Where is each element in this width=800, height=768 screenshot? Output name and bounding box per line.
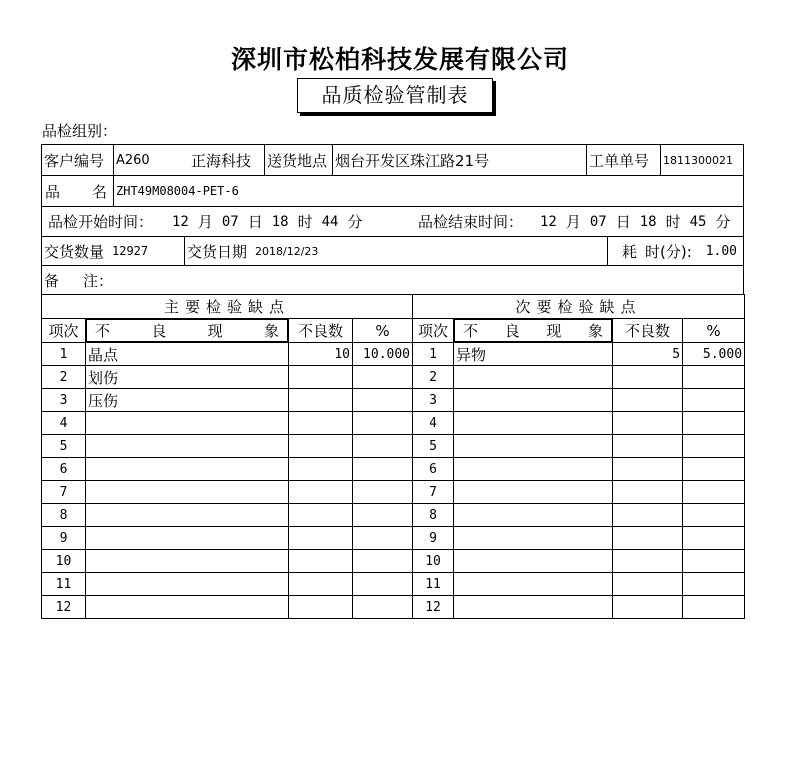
major-defect-percent: 10.000 (353, 343, 413, 366)
minor-defect-percent (683, 504, 745, 527)
major-defect-percent (353, 573, 413, 596)
major-defect-desc (86, 412, 289, 435)
end-time-label: 品检结束时间： (418, 213, 524, 231)
major-item-no: 6 (42, 458, 86, 481)
major-item-no: 10 (42, 550, 86, 573)
minor-defect-desc (454, 573, 613, 596)
minor-item-no: 2 (413, 366, 454, 389)
delivery-qty: 12927 (110, 237, 185, 265)
customer-name: 正海科技 (189, 145, 265, 175)
major-defect-desc: 划伤 (86, 366, 289, 389)
minor-defect-percent (683, 412, 745, 435)
minor-item-no: 11 (413, 573, 454, 596)
minor-defect-desc (454, 550, 613, 573)
minor-item-no: 9 (413, 527, 454, 550)
major-defect-desc (86, 550, 289, 573)
major-defect-desc (86, 435, 289, 458)
minor-col-defect-char: 不 (463, 322, 479, 340)
major-col-defect (86, 319, 288, 342)
minor-defect-percent (683, 458, 745, 481)
minor-defect-desc (454, 366, 613, 389)
minor-item-no: 6 (413, 458, 454, 481)
remarks-label-char-2: 注： (83, 271, 114, 290)
minor-defect-desc: 异物 (454, 343, 613, 366)
major-col-defect-char: 不 (95, 322, 111, 340)
minor-defect-percent: 5.000 (683, 343, 745, 366)
major-col-defect-char: 现 (207, 322, 223, 340)
major-defect-desc (86, 458, 289, 481)
product-name: ZHT49M08004-PET-6 (116, 184, 239, 198)
product-name-label (42, 176, 114, 206)
minor-defect-percent (683, 596, 745, 619)
header-row-delivery (41, 236, 744, 265)
minor-defect-percent (683, 481, 745, 504)
major-col-percent: % (353, 319, 413, 343)
defect-row (42, 504, 745, 527)
consumed-time (608, 237, 744, 265)
major-item-no: 1 (42, 343, 86, 366)
defect-row (42, 481, 745, 504)
minor-defect-percent (683, 389, 745, 412)
major-col-count: 不良数 (289, 319, 353, 343)
minor-col-percent: % (683, 319, 745, 343)
minor-item-no: 10 (413, 550, 454, 573)
major-defects-title: 主要检验缺点 (42, 295, 413, 319)
remarks-label-char-1: 备 (44, 271, 60, 290)
minor-defect-count (613, 481, 683, 504)
remarks-label (42, 266, 162, 294)
minor-defect-count (613, 527, 683, 550)
minor-defect-count (613, 366, 683, 389)
start-day: 07 (221, 213, 239, 230)
minor-defect-count: 5 (613, 343, 683, 366)
major-col-defect-char: 良 (151, 322, 167, 340)
minor-col-defect-char: 现 (546, 322, 562, 340)
defect-row (42, 343, 745, 366)
end-month-unit: 月 (565, 213, 581, 231)
major-defect-count (289, 458, 353, 481)
major-defect-percent (353, 366, 413, 389)
customer-code-label: 客户编号 (42, 145, 114, 175)
start-month: 12 (172, 213, 189, 230)
defect-row (42, 550, 745, 573)
minor-defect-count (613, 412, 683, 435)
minor-defect-count (613, 435, 683, 458)
defect-row (42, 412, 745, 435)
delivery-qty-label: 交货数量 (44, 242, 105, 261)
minor-defect-desc (454, 504, 613, 527)
major-item-no: 8 (42, 504, 86, 527)
minor-col-item: 项次 (413, 319, 454, 343)
defects-column-header (42, 319, 745, 343)
inspection-group-label: 品检组别： (42, 122, 118, 140)
end-hour-unit: 时 (665, 213, 681, 231)
minor-item-no: 12 (413, 596, 454, 619)
major-defect-desc (86, 527, 289, 550)
minor-item-no: 1 (413, 343, 454, 366)
delivery-date-label: 交货日期 (187, 242, 248, 261)
minor-defect-count (613, 550, 683, 573)
minor-defect-percent (683, 366, 745, 389)
defect-row (42, 435, 745, 458)
major-item-no: 4 (42, 412, 86, 435)
major-defect-percent (353, 389, 413, 412)
minor-defect-count (613, 389, 683, 412)
major-defect-count (289, 504, 353, 527)
work-order-number: 1811300021 (663, 153, 733, 167)
defect-row (42, 389, 745, 412)
minor-defect-desc (454, 527, 613, 550)
major-defect-count (289, 412, 353, 435)
minor-defect-count (613, 504, 683, 527)
header-row-times (41, 206, 744, 236)
major-defect-desc (86, 504, 289, 527)
major-defect-count (289, 596, 353, 619)
minor-col-defect-char: 良 (504, 322, 520, 340)
minor-col-defect (454, 319, 612, 342)
end-minute-unit: 分 (715, 213, 731, 231)
defect-row (42, 596, 745, 619)
major-col-item: 项次 (42, 319, 86, 343)
product-label-char-2: 名 (91, 182, 107, 201)
minor-defect-count (613, 458, 683, 481)
minor-item-no: 5 (413, 435, 454, 458)
defect-row (42, 458, 745, 481)
end-time (538, 207, 744, 236)
minor-defects-title: 次要检验缺点 (413, 295, 745, 319)
customer-code: A260 (116, 152, 150, 168)
consumed-label-char-2: 时(分): (645, 242, 692, 261)
form-title: 品质检验管制表 (297, 78, 493, 113)
major-defect-desc: 晶点 (86, 343, 289, 366)
major-defect-percent (353, 412, 413, 435)
work-order-label: 工单单号 (587, 145, 661, 175)
minor-defect-desc (454, 596, 613, 619)
major-defect-percent (353, 596, 413, 619)
start-day-unit: 日 (247, 213, 263, 231)
end-hour: 18 (639, 213, 657, 230)
major-defect-count (289, 481, 353, 504)
major-item-no: 7 (42, 481, 86, 504)
start-hour: 18 (271, 213, 289, 230)
header-row-customer (41, 144, 744, 175)
major-defect-count: 10 (289, 343, 353, 366)
defect-row (42, 573, 745, 596)
major-item-no: 3 (42, 389, 86, 412)
start-time-label: 品检开始时间： (48, 213, 154, 231)
company-name: 深圳市松柏科技发展有限公司 (230, 45, 569, 74)
major-item-no: 12 (42, 596, 86, 619)
delivery-location-label: 送货地点 (265, 145, 333, 175)
major-item-no: 2 (42, 366, 86, 389)
delivery-location: 烟台开发区珠江路21号 (333, 145, 587, 175)
start-month-unit: 月 (197, 213, 213, 231)
defect-row (42, 366, 745, 389)
start-time (170, 207, 410, 236)
minor-defect-desc (454, 412, 613, 435)
end-month: 12 (540, 213, 557, 230)
minor-item-no: 4 (413, 412, 454, 435)
major-defect-percent (353, 504, 413, 527)
major-defect-desc: 压伤 (86, 389, 289, 412)
major-defect-percent (353, 458, 413, 481)
defect-row (42, 527, 745, 550)
minor-defect-desc (454, 389, 613, 412)
product-label-char-1: 品 (45, 182, 61, 201)
major-defect-count (289, 527, 353, 550)
header-row-remarks (41, 265, 744, 294)
minor-defect-desc (454, 481, 613, 504)
major-defect-desc (86, 596, 289, 619)
minor-col-defect-char: 象 (587, 322, 603, 340)
start-minute-unit: 分 (347, 213, 363, 231)
header-row-product (41, 175, 744, 206)
major-defect-percent (353, 481, 413, 504)
minor-defect-count (613, 573, 683, 596)
major-defect-percent (353, 435, 413, 458)
minor-defect-percent (683, 550, 745, 573)
delivery-date: 2018/12/23 (253, 237, 608, 265)
consumed-label-char-1: 耗 (622, 242, 638, 261)
end-day-unit: 日 (615, 213, 631, 231)
defects-table (41, 294, 745, 619)
end-minute: 45 (689, 213, 707, 230)
major-defect-count (289, 550, 353, 573)
major-defect-percent (353, 527, 413, 550)
minor-defect-count (613, 596, 683, 619)
minor-defect-desc (454, 458, 613, 481)
major-item-no: 11 (42, 573, 86, 596)
consumed-minutes: 1.00 (705, 243, 737, 259)
defects-section-header (42, 295, 745, 319)
minor-item-no: 8 (413, 504, 454, 527)
minor-defect-desc (454, 435, 613, 458)
major-defect-count (289, 366, 353, 389)
minor-col-count: 不良数 (613, 319, 683, 343)
major-defect-desc (86, 573, 289, 596)
major-defect-percent (353, 550, 413, 573)
end-day: 07 (589, 213, 607, 230)
minor-item-no: 3 (413, 389, 454, 412)
major-defect-count (289, 389, 353, 412)
start-minute: 44 (321, 213, 339, 230)
minor-defect-percent (683, 435, 745, 458)
major-defect-count (289, 435, 353, 458)
major-col-defect-char: 象 (263, 322, 279, 340)
major-defect-desc (86, 481, 289, 504)
minor-defect-percent (683, 527, 745, 550)
minor-defect-percent (683, 573, 745, 596)
major-item-no: 9 (42, 527, 86, 550)
start-hour-unit: 时 (297, 213, 313, 231)
major-item-no: 5 (42, 435, 86, 458)
major-defect-count (289, 573, 353, 596)
minor-item-no: 7 (413, 481, 454, 504)
